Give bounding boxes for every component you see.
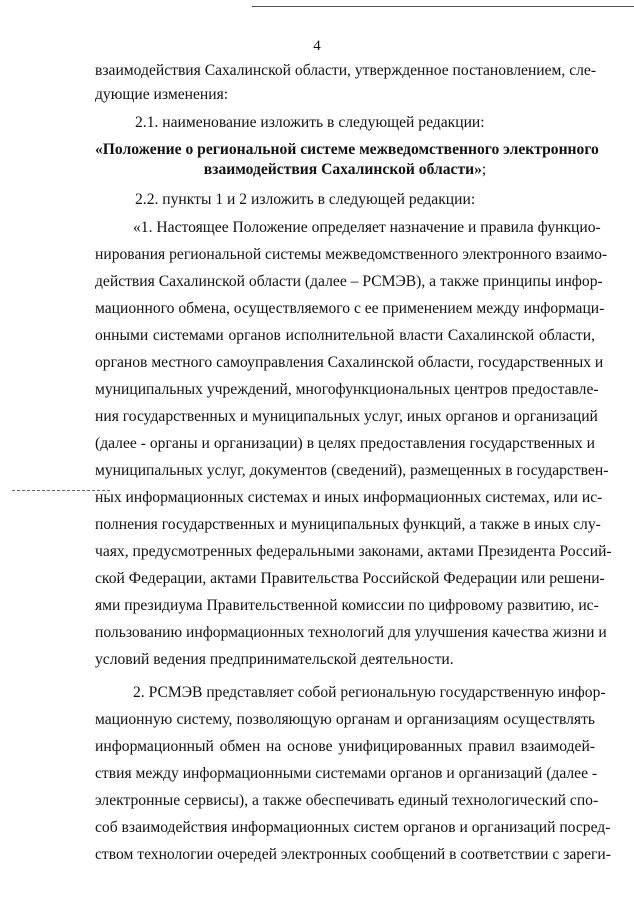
paragraph-1-line: муниципальных учреждений, многофункциональных центров предоставле- (95, 381, 599, 398)
paragraph-1-line: муниципальных услуг, документов (сведений), размещенных в государствен- (95, 462, 609, 479)
paragraph-2-line: ством технологии очередей электронных сообщений в соответствии с зареги- (95, 846, 611, 863)
paragraph-1-line: онными системами органов исполнительной власти Сахалинской области, (95, 327, 595, 344)
regulation-title-tail: ; (481, 161, 487, 178)
paragraph-1-line: условий ведения предпринимательской деятельности. (95, 651, 454, 668)
paragraph-1-line: ния государственных и муниципальных услуг, иных органов и организаций (95, 408, 598, 425)
regulation-title-line1: «Положение о региональной системе межведомственного электронного (95, 141, 599, 158)
page-number: 4 (313, 38, 321, 54)
regulation-title-line2 (95, 160, 595, 180)
text-line: дующие изменения: (95, 86, 229, 103)
paragraph-1-line: ями президиума Правительственной комиссии по цифровому развитию, ис- (95, 597, 599, 614)
paragraph-2-line: электронные сервисы), а также обеспечивать единый технологический спо- (95, 792, 599, 809)
paragraph-1-line: мационного обмена, осуществляемого с ее применением между информаци- (95, 300, 605, 317)
top-border-line (252, 6, 634, 7)
paragraph-2-line: мационную систему, позволяющую органам и организациям осуществлять (95, 711, 595, 728)
paragraph-1-line: чаях, предусмотренных федеральными законами, актами Президента Россий- (95, 543, 612, 560)
list-item-2-2: 2.2. пункты 1 и 2 изложить в следующей редакции: (135, 191, 476, 208)
list-item-2-1: 2.1. наименование изложить в следующей редакции: (135, 114, 485, 131)
text-line: взаимодействия Сахалинской области, утвержденное постановлением, сле- (95, 62, 597, 79)
paragraph-2-line: соб взаимодействия информационных систем органов и организаций посред- (95, 819, 611, 836)
paragraph-2-line: ствия между информационными системами органов и организаций (далее - (95, 765, 598, 782)
paragraph-1-line: ской Федерации, актами Правительства Российской Федерации или решени- (95, 570, 605, 587)
paragraph-1-line: нирования региональной системы межведомственного электронного взаимо- (95, 246, 608, 263)
paragraph-1-line: «1. Настоящее Положение определяет назначение и правила функцио- (133, 219, 601, 236)
regulation-title-text: взаимодействия Сахалинской области» (203, 161, 482, 178)
paragraph-1-line: пользованию информационных технологий для улучшения качества жизни и (95, 624, 607, 641)
paragraph-2-line: информационный обмен на основе унифицированных правил взаимодей- (95, 738, 595, 755)
paragraph-1-line: действия Сахалинской области (далее – РСМЭВ), а также принципы инфор- (95, 273, 603, 290)
paragraph-1-line: ных информационных системах и иных информационных системах, или ис- (95, 489, 603, 506)
paragraph-1-line: полнения государственных и муниципальных функций, а также в иных слу- (95, 516, 601, 533)
paragraph-1-line: (далее - органы и организации) в целях предоставления государственных и (95, 435, 595, 452)
paragraph-1-line: органов местного самоуправления Сахалинской области, государственных и (95, 354, 604, 371)
paragraph-2-line: 2. РСМЭВ представляет собой региональную государственную инфор- (133, 684, 606, 701)
